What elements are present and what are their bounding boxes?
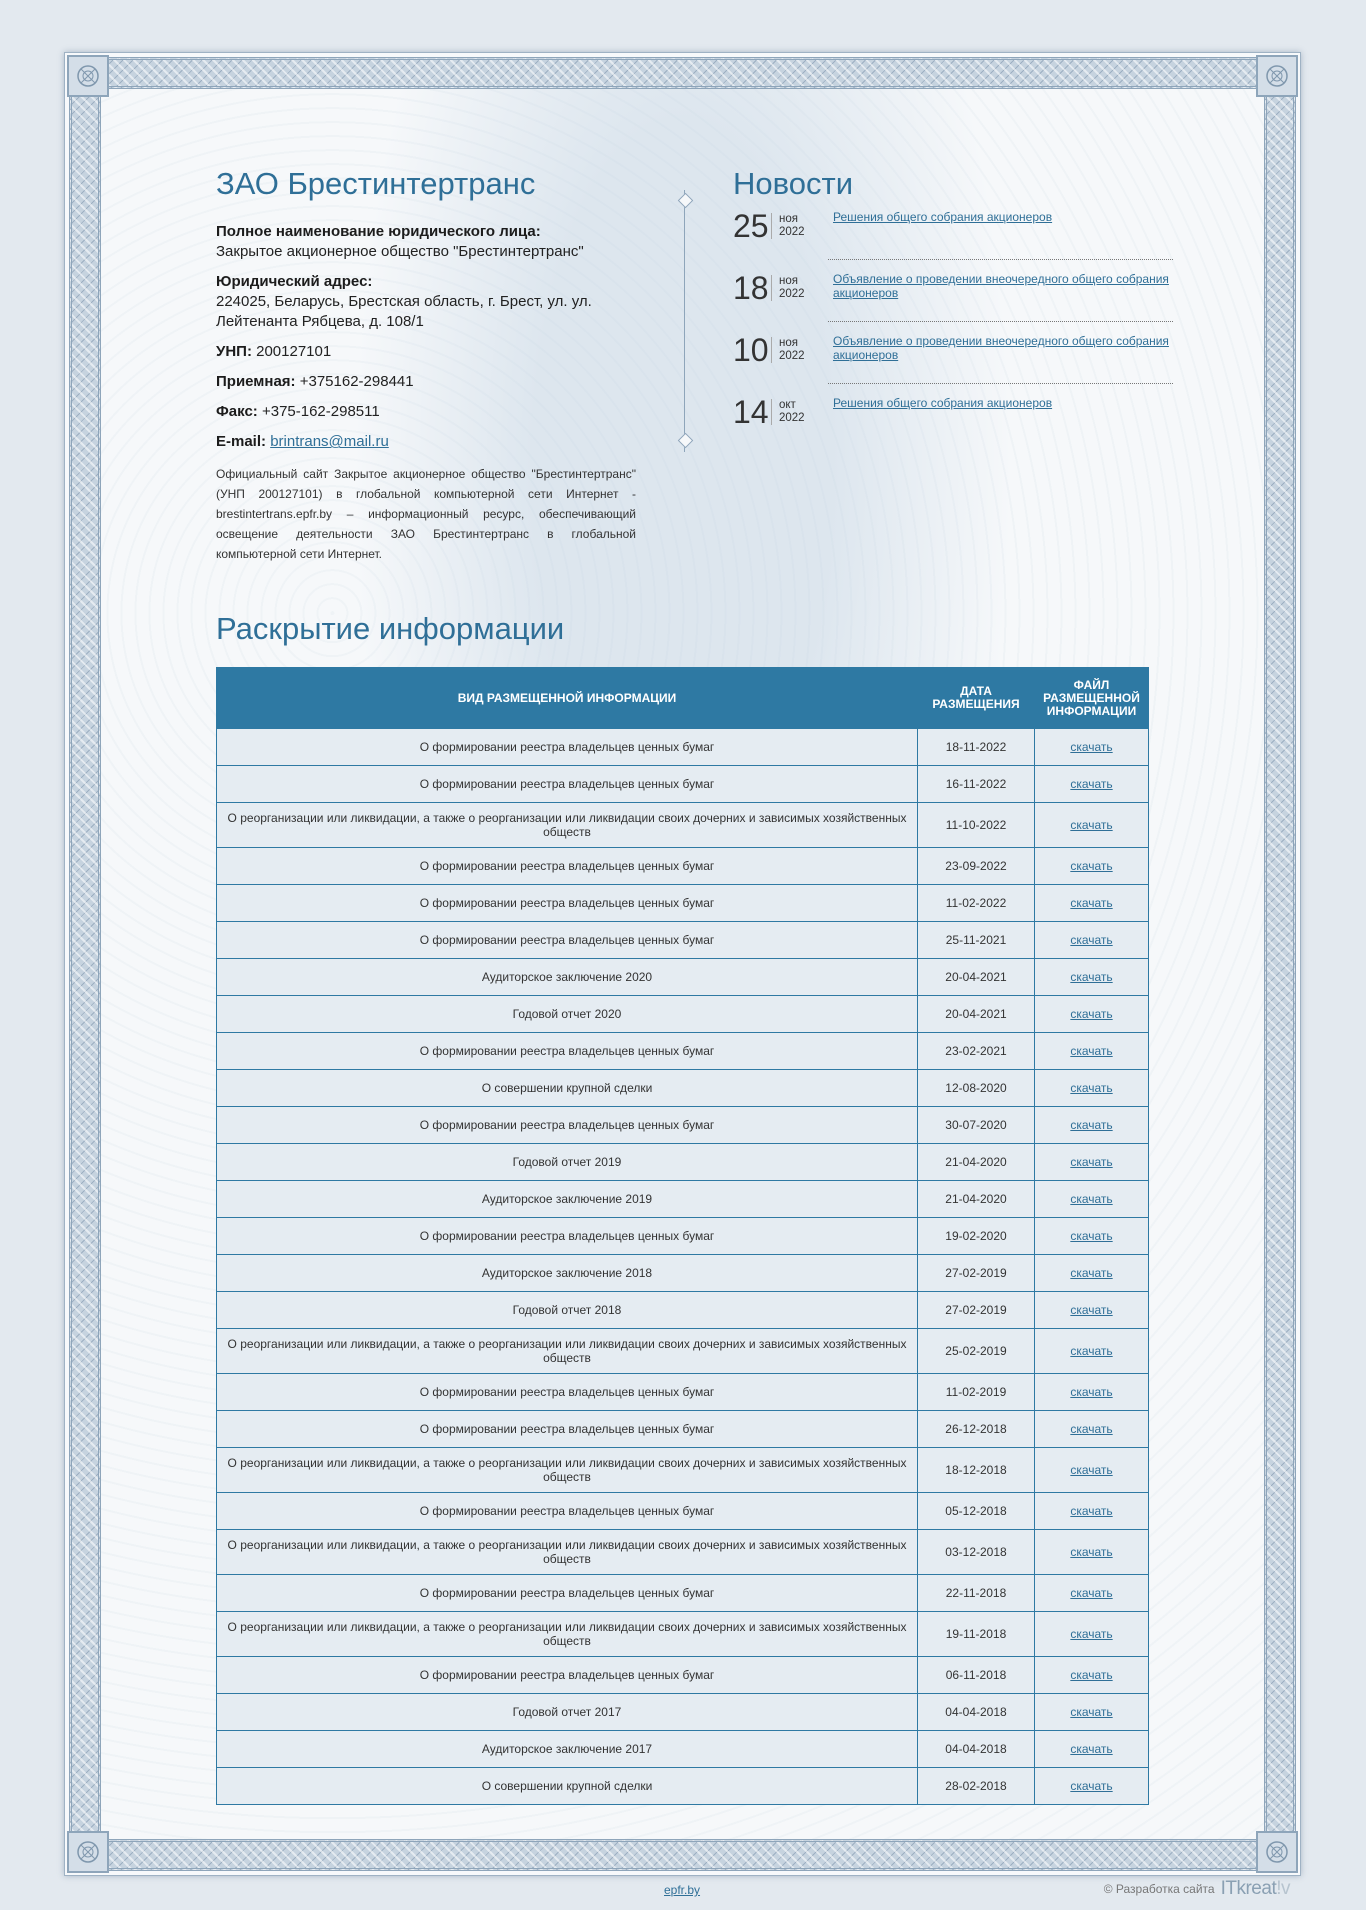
row-type: О формировании реестра владельцев ценных бумаг <box>217 1493 918 1530</box>
row-type: О формировании реестра владельцев ценных бумаг <box>217 885 918 922</box>
row-type: О реорганизации или ликвидации, а также о реорганизации или ликвидации своих дочерних и зависимых хозяйственных обществ <box>217 1612 918 1657</box>
row-date: 05-12-2018 <box>918 1493 1035 1530</box>
row-date: 16-11-2022 <box>918 766 1035 803</box>
news-month: ноя <box>779 275 798 288</box>
unp-row <box>216 342 636 362</box>
table-row <box>217 1530 1149 1575</box>
row-type: О формировании реестра владельцев ценных бумаг <box>217 1107 918 1144</box>
news-month-year <box>771 399 805 425</box>
fullname-row <box>216 222 636 262</box>
row-type: О формировании реестра владельцев ценных бумаг <box>217 1033 918 1070</box>
download-link[interactable]: скачать <box>1070 896 1113 910</box>
row-file <box>1035 1731 1149 1768</box>
credit-text: © Разработка сайта <box>1103 1882 1215 1896</box>
news-day: 18 <box>733 270 769 307</box>
row-date: 26-12-2018 <box>918 1411 1035 1448</box>
download-link[interactable]: скачать <box>1070 740 1113 754</box>
download-link[interactable]: скачать <box>1070 1779 1113 1793</box>
download-link[interactable]: скачать <box>1070 1344 1113 1358</box>
disclosure-table <box>216 667 1149 1805</box>
fullname-label: Полное наименование юридического лица: <box>216 223 541 241</box>
download-link[interactable]: скачать <box>1070 970 1113 984</box>
row-date: 11-02-2019 <box>918 1374 1035 1411</box>
row-file <box>1035 885 1149 922</box>
table-row <box>217 1657 1149 1694</box>
row-date: 03-12-2018 <box>918 1530 1035 1575</box>
row-type: О формировании реестра владельцев ценных бумаг <box>217 1374 918 1411</box>
row-date: 12-08-2020 <box>918 1070 1035 1107</box>
row-file <box>1035 1033 1149 1070</box>
download-link[interactable]: скачать <box>1070 1118 1113 1132</box>
row-date: 23-09-2022 <box>918 848 1035 885</box>
row-type: О реорганизации или ликвидации, а также о реорганизации или ликвидации своих дочерних и зависимых хозяйственных обществ <box>217 803 918 848</box>
news-month-year <box>771 213 805 239</box>
download-link[interactable]: скачать <box>1070 1545 1113 1559</box>
row-type: О реорганизации или ликвидации, а также о реорганизации или ликвидации своих дочерних и зависимых хозяйственных обществ <box>217 1329 918 1374</box>
row-type: О совершении крупной сделки <box>217 1768 918 1805</box>
download-link[interactable]: скачать <box>1070 777 1113 791</box>
download-link[interactable]: скачать <box>1070 1742 1113 1756</box>
row-type: О формировании реестра владельцев ценных бумаг <box>217 1657 918 1694</box>
download-link[interactable]: скачать <box>1070 933 1113 947</box>
table-row <box>217 1033 1149 1070</box>
email-label: E-mail: <box>216 433 267 451</box>
row-file <box>1035 922 1149 959</box>
row-file <box>1035 1657 1149 1694</box>
row-type: Аудиторское заключение 2017 <box>217 1731 918 1768</box>
site-description: Официальный сайт Закрытое акционерное общество "Брестинтертранс" (УНП 200127101) в глобальной компьютерной сети Интернет - brestintertrans.epfr.by – информационный ресурс, обеспечивающий освещение деятельности ЗАО Брестинтертранс в глобальной компьютерной сети Интернет. <box>216 467 636 562</box>
rosette-icon <box>1256 1831 1298 1873</box>
row-type: О формировании реестра владельцев ценных бумаг <box>217 922 918 959</box>
news-item <box>733 272 1173 334</box>
download-link[interactable]: скачать <box>1070 818 1113 832</box>
row-file <box>1035 803 1149 848</box>
row-file <box>1035 729 1149 766</box>
news-month-year <box>771 337 805 363</box>
news-title: Новости <box>733 166 854 201</box>
row-date: 20-04-2021 <box>918 996 1035 1033</box>
news-link[interactable]: Решения общего собрания акционеров <box>833 210 1053 225</box>
news-item <box>733 210 1173 272</box>
row-date: 06-11-2018 <box>918 1657 1035 1694</box>
row-file <box>1035 1292 1149 1329</box>
row-date: 19-11-2018 <box>918 1612 1035 1657</box>
download-link[interactable]: скачать <box>1070 1422 1113 1436</box>
news-list <box>733 210 1173 458</box>
news-month-year <box>771 275 805 301</box>
table-row <box>217 803 1149 848</box>
email-link[interactable]: brintrans@mail.ru <box>270 433 389 451</box>
row-file <box>1035 1612 1149 1657</box>
news-text <box>828 272 1173 322</box>
row-date: 27-02-2019 <box>918 1292 1035 1329</box>
download-link[interactable]: скачать <box>1070 1668 1113 1682</box>
download-link[interactable]: скачать <box>1070 1705 1113 1719</box>
row-type: О формировании реестра владельцев ценных бумаг <box>217 766 918 803</box>
row-file <box>1035 1448 1149 1493</box>
table-row <box>217 848 1149 885</box>
fax-label: Факс: <box>216 403 258 421</box>
news-text <box>828 210 1173 260</box>
news-year: 2022 <box>779 226 805 239</box>
row-type: Годовой отчет 2018 <box>217 1292 918 1329</box>
row-type: О формировании реестра владельцев ценных бумаг <box>217 1575 918 1612</box>
table-row <box>217 959 1149 996</box>
row-date: 21-04-2020 <box>918 1144 1035 1181</box>
download-link[interactable]: скачать <box>1070 1155 1113 1169</box>
news-link[interactable]: Решения общего собрания акционеров <box>833 396 1053 411</box>
row-file <box>1035 1107 1149 1144</box>
download-link[interactable]: скачать <box>1070 1586 1113 1600</box>
download-link[interactable]: скачать <box>1070 859 1113 873</box>
table-row <box>217 1411 1149 1448</box>
news-text <box>828 334 1173 384</box>
rosette-icon <box>67 55 109 97</box>
row-file <box>1035 996 1149 1033</box>
row-date: 21-04-2020 <box>918 1181 1035 1218</box>
row-date: 11-10-2022 <box>918 803 1035 848</box>
news-day: 25 <box>733 208 769 245</box>
unp-label: УНП: <box>216 343 252 361</box>
table-row <box>217 1768 1149 1805</box>
download-link[interactable]: скачать <box>1070 1463 1113 1477</box>
news-day: 14 <box>733 394 769 431</box>
table-row <box>217 1374 1149 1411</box>
table-row <box>217 922 1149 959</box>
company-info <box>216 165 636 564</box>
row-file <box>1035 766 1149 803</box>
developer-credit <box>1104 1878 1290 1900</box>
row-date: 04-04-2018 <box>918 1694 1035 1731</box>
frame-border-left <box>69 97 101 1831</box>
reception-value: +375162-298441 <box>299 373 414 391</box>
table-row <box>217 729 1149 766</box>
row-file <box>1035 1575 1149 1612</box>
news-year: 2022 <box>779 412 805 425</box>
address-value: 224025, Беларусь, Брестская область, г. Брест, ул. ул. Лейтенанта Рябцева, д. 108/1 <box>216 293 592 331</box>
news-date <box>733 270 828 307</box>
download-link[interactable]: скачать <box>1070 1385 1113 1399</box>
row-file <box>1035 1768 1149 1805</box>
email-row <box>216 432 636 452</box>
row-file <box>1035 848 1149 885</box>
reception-label: Приемная: <box>216 373 296 391</box>
table-row <box>217 1329 1149 1374</box>
row-file <box>1035 1411 1149 1448</box>
fax-value: +375-162-298511 <box>261 403 380 421</box>
news-link[interactable]: Объявление о проведении внеочередного общего собрания акционеров <box>833 272 1169 301</box>
row-file <box>1035 1218 1149 1255</box>
row-date: 18-12-2018 <box>918 1448 1035 1493</box>
download-link[interactable]: скачать <box>1070 1192 1113 1206</box>
frame-border-bottom <box>109 1839 1256 1871</box>
row-file <box>1035 959 1149 996</box>
download-link[interactable]: скачать <box>1070 1504 1113 1518</box>
row-type: О реорганизации или ликвидации, а также о реорганизации или ликвидации своих дочерних и зависимых хозяйственных обществ <box>217 1448 918 1493</box>
table-row <box>217 1144 1149 1181</box>
news-date <box>733 332 828 369</box>
row-date: 19-02-2020 <box>918 1218 1035 1255</box>
developer-logo[interactable] <box>1221 1878 1290 1900</box>
download-link[interactable]: скачать <box>1070 1044 1113 1058</box>
unp-value: 200127101 <box>256 343 332 361</box>
news-month: окт <box>779 399 796 412</box>
frame-border-right <box>1264 97 1296 1831</box>
company-title: ЗАО Брестинтертранс <box>216 166 536 201</box>
header-type: ВИД РАЗМЕЩЕННОЙ ИНФОРМАЦИИ <box>217 668 918 729</box>
row-file <box>1035 1530 1149 1575</box>
frame-border-top <box>109 57 1256 89</box>
row-file <box>1035 1070 1149 1107</box>
download-link[interactable]: скачать <box>1070 1229 1113 1243</box>
row-date: 27-02-2019 <box>918 1255 1035 1292</box>
fullname-value: Закрытое акционерное общество "Брестинтертранс" <box>216 243 584 261</box>
table-row <box>217 1070 1149 1107</box>
footer-site-link[interactable]: epfr.by <box>664 1883 701 1897</box>
table-row <box>217 1493 1149 1530</box>
row-file <box>1035 1694 1149 1731</box>
table-row <box>217 1107 1149 1144</box>
row-date: 30-07-2020 <box>918 1107 1035 1144</box>
table-row <box>217 996 1149 1033</box>
developer-logo-accent: !v <box>1276 1878 1290 1899</box>
news-link[interactable]: Объявление о проведении внеочередного общего собрания акционеров <box>833 334 1169 363</box>
download-link[interactable]: скачать <box>1070 1081 1113 1095</box>
download-link[interactable]: скачать <box>1070 1007 1113 1021</box>
news-month: ноя <box>779 213 798 226</box>
download-link[interactable]: скачать <box>1070 1303 1113 1317</box>
table-row <box>217 1181 1149 1218</box>
news-year: 2022 <box>779 288 805 301</box>
row-date: 18-11-2022 <box>918 729 1035 766</box>
rosette-icon <box>67 1831 109 1873</box>
news-year: 2022 <box>779 350 805 363</box>
disclosure-title: Раскрытие информации <box>216 611 565 646</box>
row-file <box>1035 1144 1149 1181</box>
row-type: Годовой отчет 2020 <box>217 996 918 1033</box>
disclosure-rows <box>217 729 1149 1805</box>
column-divider <box>684 190 685 452</box>
table-row <box>217 1731 1149 1768</box>
table-row <box>217 885 1149 922</box>
news-month: ноя <box>779 337 798 350</box>
table-row <box>217 1575 1149 1612</box>
row-type: Аудиторское заключение 2018 <box>217 1255 918 1292</box>
row-date: 23-02-2021 <box>918 1033 1035 1070</box>
row-type: Аудиторское заключение 2020 <box>217 959 918 996</box>
header-date: ДАТА РАЗМЕЩЕНИЯ <box>918 668 1035 729</box>
download-link[interactable]: скачать <box>1070 1627 1113 1641</box>
news-day: 10 <box>733 332 769 369</box>
table-row <box>217 1448 1149 1493</box>
table-row <box>217 1255 1149 1292</box>
news-date <box>733 208 828 245</box>
row-file <box>1035 1374 1149 1411</box>
download-link[interactable]: скачать <box>1070 1266 1113 1280</box>
row-date: 22-11-2018 <box>918 1575 1035 1612</box>
table-row <box>217 1218 1149 1255</box>
row-type: О формировании реестра владельцев ценных бумаг <box>217 1411 918 1448</box>
fax-row <box>216 402 636 422</box>
reception-row <box>216 372 636 392</box>
table-row <box>217 1694 1149 1731</box>
address-label: Юридический адрес: <box>216 273 373 291</box>
row-file <box>1035 1181 1149 1218</box>
row-type: О формировании реестра владельцев ценных бумаг <box>217 1218 918 1255</box>
disclosure-table-wrap <box>216 667 1149 1805</box>
address-row <box>216 272 636 332</box>
news-date <box>733 394 828 431</box>
row-date: 28-02-2018 <box>918 1768 1035 1805</box>
row-type: Аудиторское заключение 2019 <box>217 1181 918 1218</box>
news-text <box>828 396 1173 445</box>
developer-logo-main: ITkreat <box>1220 1878 1277 1899</box>
row-file <box>1035 1493 1149 1530</box>
row-date: 25-11-2021 <box>918 922 1035 959</box>
header-file: ФАЙЛ РАЗМЕЩЕННОЙ ИНФОРМАЦИИ <box>1035 668 1149 729</box>
rosette-icon <box>1256 55 1298 97</box>
table-row <box>217 1612 1149 1657</box>
news-block <box>733 165 1173 458</box>
row-date: 25-02-2019 <box>918 1329 1035 1374</box>
row-type: Годовой отчет 2019 <box>217 1144 918 1181</box>
row-file <box>1035 1329 1149 1374</box>
row-type: О реорганизации или ликвидации, а также о реорганизации или ликвидации своих дочерних и зависимых хозяйственных обществ <box>217 1530 918 1575</box>
row-type: Годовой отчет 2017 <box>217 1694 918 1731</box>
table-row <box>217 766 1149 803</box>
table-header-row <box>217 668 1149 729</box>
news-item <box>733 334 1173 396</box>
row-type: О формировании реестра владельцев ценных бумаг <box>217 848 918 885</box>
row-date: 11-02-2022 <box>918 885 1035 922</box>
row-date: 20-04-2021 <box>918 959 1035 996</box>
row-type: О совершении крупной сделки <box>217 1070 918 1107</box>
table-row <box>217 1292 1149 1329</box>
row-type: О формировании реестра владельцев ценных бумаг <box>217 729 918 766</box>
row-file <box>1035 1255 1149 1292</box>
news-item <box>733 396 1173 458</box>
row-date: 04-04-2018 <box>918 1731 1035 1768</box>
